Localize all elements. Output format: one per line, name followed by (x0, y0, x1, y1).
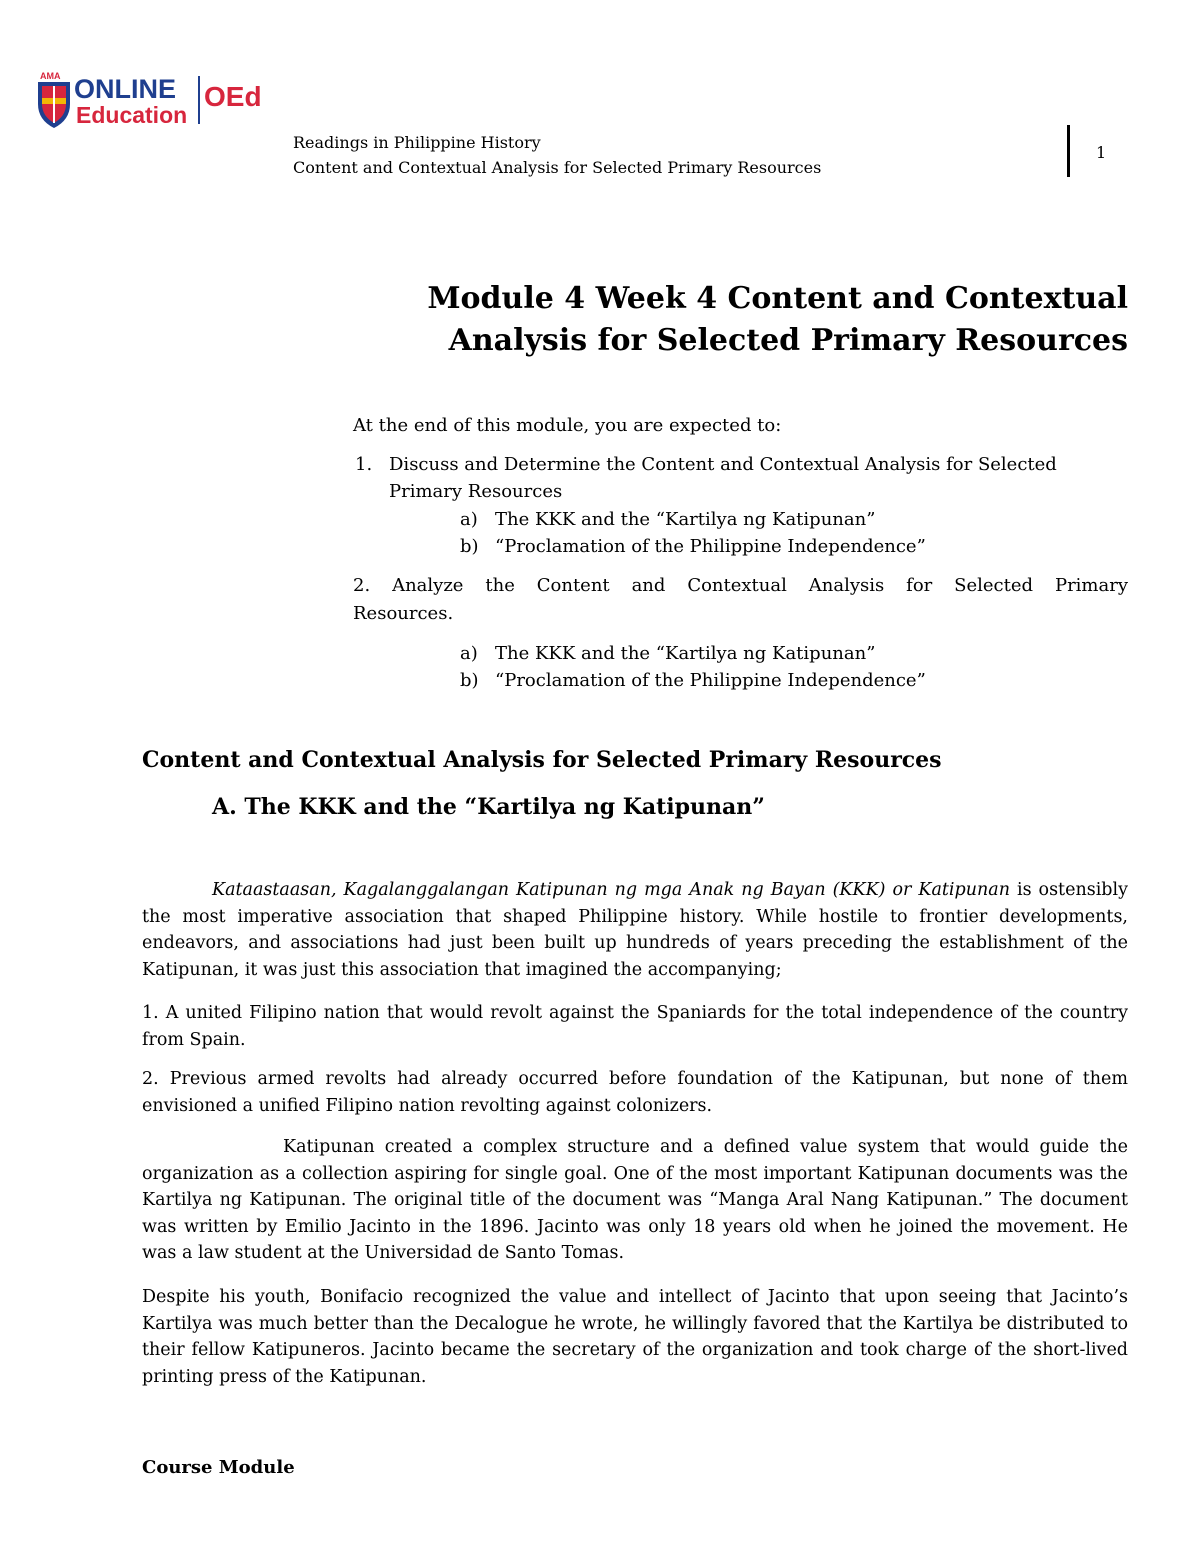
paragraph-4: Katipunan created a complex structure and a defined value system that would guide the organization as a collection aspiring for single goal. One of the most important Katipunan documents was the Kartilya ng Katipunan. The original title of the document was “Manga Aral Nang Katipunan.” The document was written by Emilio Jacinto in the 1896. Jacinto was only 18 years old when he joined the movement. He was a law student at the Universidad de Santo Tomas. (142, 1137, 1128, 1263)
objective-2-line-1: 2. Analyze the Content and Contextual Analysis for Selected Primary (353, 575, 1128, 596)
objective-1-line-2: Primary Resources (389, 481, 563, 502)
title-line-2: Analysis for Selected Primary Resources (448, 323, 1128, 358)
title-line-1: Module 4 Week 4 Content and Contextual (427, 281, 1128, 316)
paragraph-5: Despite his youth, Bonifacio recognized the value and intellect of Jacinto that upon seeing that Jacinto’s Kartilya was much better than the Decalogue he wrote, he willingly favored that the Kartilya be distributed to their fellow Katipuneros. Jacinto became the secretary of the organization and took charge of the short-lived printing press of the Katipunan. (142, 1287, 1128, 1387)
objective-2a: The KKK and the “Kartilya ng Katipunan” (495, 643, 876, 664)
paragraph-1 (142, 877, 1128, 983)
footer-label: Course Module (142, 1457, 295, 1478)
objective-1a-label: a) (460, 509, 478, 530)
oed-logo (36, 68, 276, 130)
objective-1b: “Proclamation of the Philippine Independence” (495, 536, 926, 557)
svg-text:AMA: AMA (40, 71, 61, 81)
running-header (293, 130, 821, 180)
header-subtitle: Content and Contextual Analysis for Selected Primary Resources (293, 158, 822, 177)
crest-icon (38, 82, 70, 128)
objective-1-number: 1. (355, 454, 373, 475)
section-subheading: A. The KKK and the “Kartilya ng Katipunan” (212, 794, 765, 820)
objective-2b: “Proclamation of the Philippine Independence” (495, 670, 926, 691)
logo-graphic (36, 68, 276, 130)
objective-2b-label: b) (460, 670, 479, 691)
objective-2-line-2: Resources. (353, 603, 454, 624)
objective-1a: The KKK and the “Kartilya ng Katipunan” (495, 509, 876, 530)
page-title (427, 278, 1128, 362)
svg-text:ONLINE: ONLINE (74, 74, 177, 104)
svg-text:OEd: OEd (204, 81, 262, 112)
svg-text:Education: Education (76, 102, 188, 128)
paragraph-3: 2. Previous armed revolts had already occurred before foundation of the Katipunan, but none of them envisioned a unified Filipino nation revolting against colonizers. (142, 1069, 1128, 1116)
section-heading: Content and Contextual Analysis for Selected Primary Resources (142, 747, 942, 773)
page-number: 1 (1096, 143, 1107, 162)
objective-1-line-1: Discuss and Determine the Content and Contextual Analysis for Selected (389, 454, 1057, 475)
paragraph-1-italic: Kataastaasan, Kagalanggalangan Katipunan ng mga Anak ng Bayan (KKK) or Katipunan (212, 880, 1010, 900)
objective-2a-label: a) (460, 643, 478, 664)
paragraph-2: 1. A united Filipino nation that would revolt against the Spaniards for the total independence of the country from Spain. (142, 1003, 1128, 1050)
objective-1b-label: b) (460, 536, 479, 557)
objectives-intro: At the end of this module, you are expected to: (353, 415, 782, 436)
paragraph-1-text: is ostensibly the most imperative association that shaped Philippine history. While hostile to frontier developments, endeavors, and associations had just been built up hundreds of years preceding the establishment of the Katipunan, it was just this association that imagined the accompanying; (142, 880, 1128, 980)
course-name: Readings in Philippine History (293, 133, 541, 152)
header-divider (1067, 125, 1070, 177)
